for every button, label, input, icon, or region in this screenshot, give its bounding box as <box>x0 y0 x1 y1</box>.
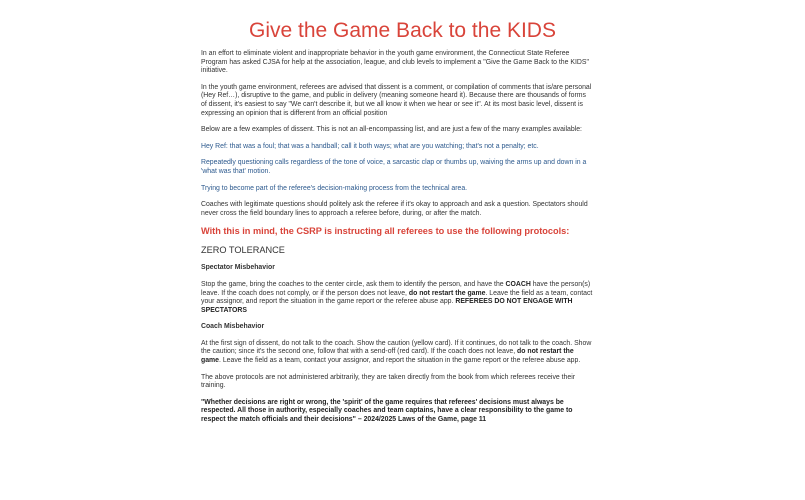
dissent-paragraph: In the youth game environment, referees are advised that dissent is a comment, or compilation of comments that is/are personal (Hey Ref…), disruptive to the game, and public in delivery (meaning someone heard it). Because there are thousands of forms of dissent, it's easiest to say "We can't describe it, but we all know it when we hear or see it". At its most basic level, dissent is expressing an opinion that is different from an official position <box>201 83 592 117</box>
coach-bold-no-restart: do not restart the game <box>201 348 574 365</box>
spectator-text-2: have the person(s) leave. If the coach does not comply, or if the person does not leave, <box>201 280 591 297</box>
page-title: Give the Game Back to the KIDS <box>249 19 556 42</box>
coaches-paragraph: Coaches with legitimate questions should politely ask the referee if it's okay to approach and ask a question. Spectators should never cross the field boundary lines to approach a referee before, during, or after the match. <box>201 201 588 217</box>
spectator-text-3: . Leave the field as a team, contact your assignor, and report the situation in the game report or the referee abuse app. <box>201 289 593 306</box>
administered-paragraph: The above protocols are not administered arbitrarily, they are taken directly from the book from which referees receive their training. <box>201 373 576 390</box>
dissent-example-2: Repeatedly questioning calls regardless of the tone of voice, a sarcastic clap or thumbs up, waiving the arms up and down in a 'what was that' motion. <box>201 159 587 175</box>
dissent-example-3: Trying to become part of the referee's decision-making process from the technical area. <box>201 184 468 192</box>
examples-intro: Below are a few examples of dissent. This is not an all-encompassing list, and are just a few of the many examples available: <box>201 126 582 134</box>
coach-text-1: At the first sign of dissent, do not talk to the coach. Show the caution (yellow card). If it continues, do not talk to the coach. Show the caution; since it's the second one, follow that with a send-off (red card). If the coach does not leave, <box>201 339 592 356</box>
spectator-bold-no-restart: do not restart the game <box>408 289 486 297</box>
spectator-misbehavior-heading: Spectator Misbehavior <box>201 264 275 272</box>
laws-of-game-quote: "Whether decisions are right or wrong, the 'spirit' of the game requires that referees' decisions must always be respected. All those in authority, especially coaches and team captains, have a clear responsibility to the game to respect the match officials and their decisions" – 2024/2025 Laws of the Game, page 11 <box>201 398 573 424</box>
coach-misbehavior-heading: Coach Misbehavior <box>201 323 265 331</box>
coach-misbehavior-paragraph <box>201 340 593 366</box>
spectator-text-1: Stop the game, bring the coaches to the center circle, ask them to identify the person, and have the <box>201 280 506 288</box>
article-body <box>201 50 593 433</box>
spectator-bold-no-engage: REFEREES DO NOT ENGAGE WITH SPECTATORS <box>201 298 573 314</box>
intro-paragraph: In an effort to eliminate violent and inappropriate behavior in the youth game environment, the Connecticut State Referee Program has asked CJSA for help at the association, league, and club levels to implement a "Give the Game Back to the KIDS" initiative. <box>201 50 589 75</box>
dissent-example-1: Hey Ref: that was a foul; that was a handball; call it both ways; what are you watching; that's not a penalty; etc. <box>201 142 539 150</box>
spectator-misbehavior-paragraph <box>201 281 593 315</box>
protocols-heading: With this in mind, the CSRP is instructing all referees to use the following protocols: <box>201 226 570 237</box>
zero-tolerance-heading: ZERO TOLERANCE <box>201 245 285 256</box>
spectator-bold-coach: COACH <box>505 280 531 288</box>
coach-text-2: . Leave the field as a team, contact your assignor, and report the situation in the game report or the referee abuse app. <box>219 357 581 365</box>
